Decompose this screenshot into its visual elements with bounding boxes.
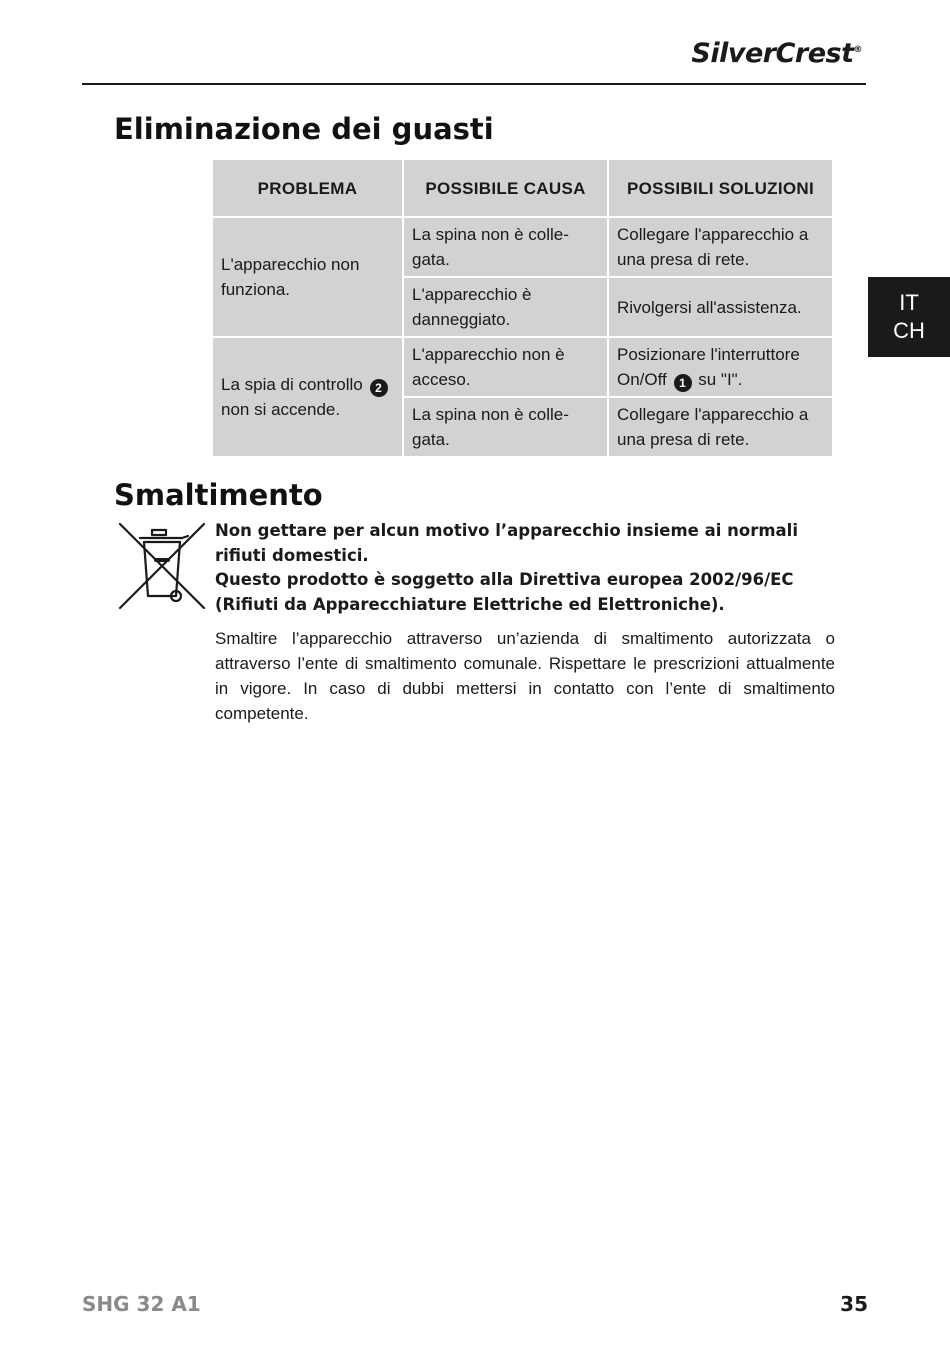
registered-mark: ®	[853, 45, 862, 55]
solution-cell: Collegare l'apparecchio a una presa di rete.	[608, 397, 833, 457]
page-number: 35	[840, 1292, 868, 1316]
language-code-it: IT	[899, 290, 919, 315]
brand-name: SilverCrest	[691, 38, 854, 69]
cause-cell: La spina non è colle-gata.	[403, 217, 608, 277]
cause-cell: L'apparecchio è danneggiato.	[403, 277, 608, 337]
solution-cell: Collegare l'apparecchio a una presa di rete.	[608, 217, 833, 277]
footer-model-number: SHG 32 A1	[82, 1292, 201, 1316]
directive-line: Questo prodotto è soggetto alla Direttiva europea 2002/96/EC (Rifiuti da Apparecchiature Elettriche ed Elettroniche).	[215, 570, 794, 614]
section-title-troubleshooting: Eliminazione dei guasti	[114, 112, 494, 146]
column-header-solution: POSSIBILI SOLUZIONI	[608, 159, 833, 217]
brand-logo	[691, 38, 862, 69]
column-header-cause: POSSIBILE CAUSA	[403, 159, 608, 217]
warning-line: Non gettare per alcun motivo l’apparecchio insieme ai normali rifiuti domestici.	[215, 521, 798, 565]
solution-cell: Rivolgersi all'assistenza.	[608, 277, 833, 337]
reference-number-badge: 2	[370, 379, 388, 397]
language-code-ch: CH	[893, 318, 925, 343]
crossed-out-wheelie-bin-icon	[118, 520, 206, 612]
language-tab	[868, 277, 950, 357]
problem-text: non si accende.	[221, 400, 341, 419]
solution-cell	[608, 337, 833, 397]
disposal-instructions: Smaltire l’apparecchio attraverso un’azienda di smaltimento autorizzata o attraverso l’ente di smaltimento comunale. Rispettare le prescrizioni attualmente in vigore. In caso di dubbi mettersi in contatto con l’ente di smaltimento competente.	[215, 629, 835, 723]
problem-cell: L'apparecchio non funziona.	[212, 217, 403, 337]
problem-cell	[212, 337, 403, 457]
solution-text: Posizionare l'interruttore On/Off	[617, 345, 800, 389]
cause-cell: La spina non è colle-gata.	[403, 397, 608, 457]
header-divider	[82, 83, 866, 85]
problem-text: La spia di controllo	[221, 375, 363, 394]
table-header-row	[212, 159, 833, 217]
table-row	[212, 337, 833, 397]
reference-number-badge: 1	[674, 374, 692, 392]
troubleshooting-table	[211, 158, 834, 458]
section-title-disposal: Smaltimento	[114, 478, 323, 512]
table-row	[212, 217, 833, 277]
solution-text: su "I".	[698, 370, 743, 389]
cause-cell: L'apparecchio non è acceso.	[403, 337, 608, 397]
disposal-warning	[215, 519, 835, 617]
column-header-problem: PROBLEMA	[212, 159, 403, 217]
